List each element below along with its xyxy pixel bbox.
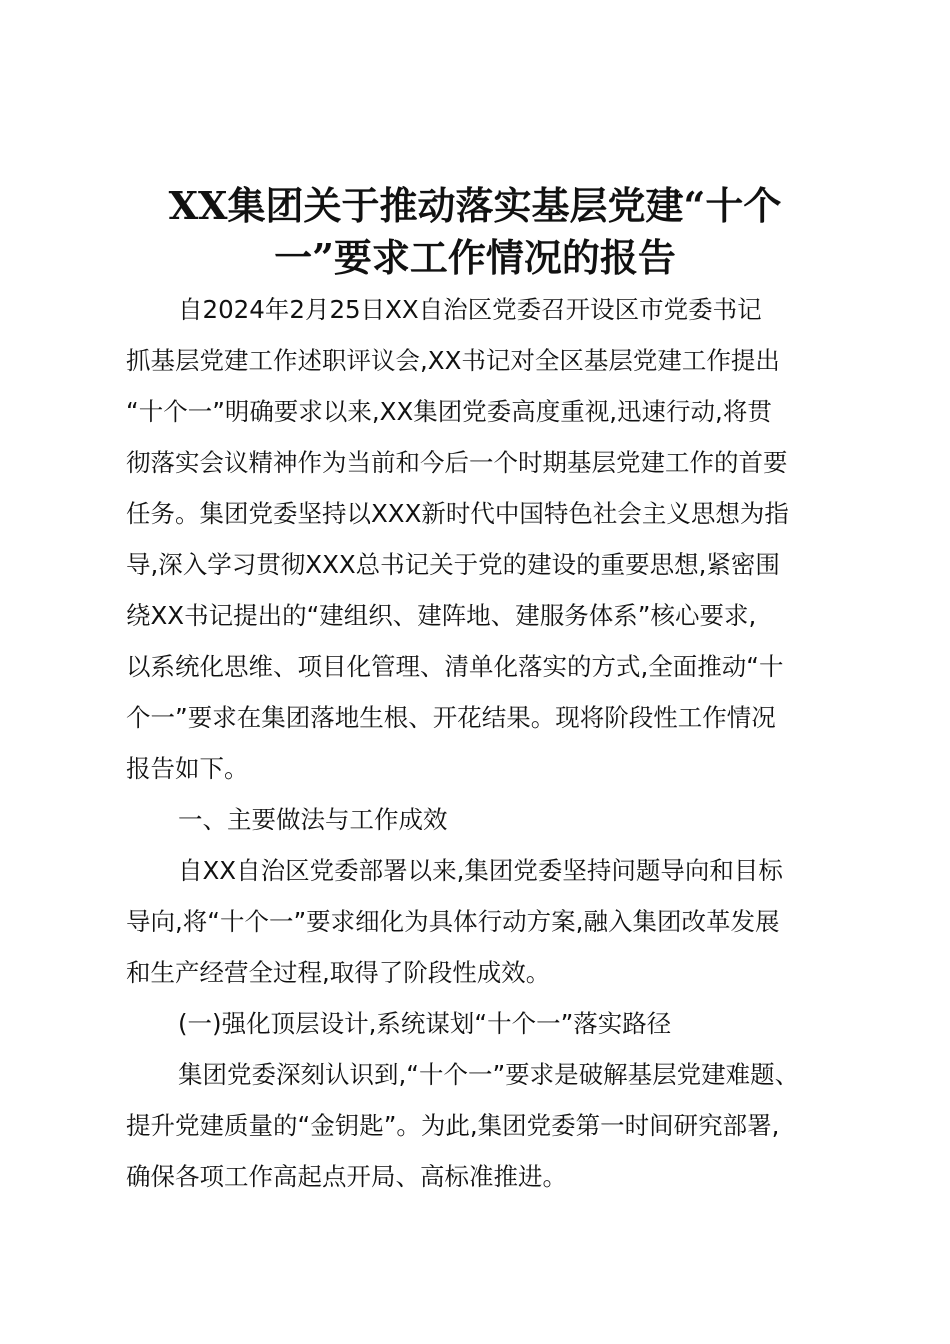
paragraph-intro — [126, 284, 838, 794]
paragraph-subsection-1 — [126, 1049, 838, 1202]
document-title — [60, 180, 890, 284]
document-body — [126, 284, 838, 1202]
heading-text: 一、主要做法与工作成效 — [178, 805, 448, 834]
text-line: 绕XX书记提出的“建组织、建阵地、建服务体系”核心要求, — [126, 601, 757, 630]
text-line: 抓基层党建工作述职评议会,XX书记对全区基层党建工作提出 — [126, 346, 780, 375]
text-line: 彻落实会议精神作为当前和今后一个时期基层党建工作的首要 — [126, 448, 788, 477]
text-line: 任务。集团党委坚持以XXX新时代中国特色社会主义思想为指 — [126, 499, 789, 528]
subsection-heading-1 — [126, 998, 838, 1049]
paragraph-section-1 — [126, 845, 838, 998]
title-line-2: 一”要求工作情况的报告 — [274, 235, 676, 280]
text-line: 自2024年2月25日XX自治区党委召开设区市党委书记 — [178, 295, 762, 324]
text-line: 导,深入学习贯彻XXX总书记关于党的建设的重要思想,紧密围 — [126, 550, 780, 579]
section-heading-1 — [126, 794, 838, 845]
text-line: 确保各项工作高起点开局、高标准推进。 — [126, 1162, 567, 1191]
text-line: 和生产经营全过程,取得了阶段性成效。 — [126, 958, 551, 987]
text-line: 个一”要求在集团落地生根、开花结果。现将阶段性工作情况 — [126, 703, 776, 732]
text-line: 以系统化思维、项目化管理、清单化落实的方式,全面推动“十 — [126, 652, 784, 681]
text-line: 提升党建质量的“金钥匙”。为此,集团党委第一时间研究部署, — [126, 1111, 780, 1140]
text-line: “十个一”明确要求以来,XX集团党委高度重视,迅速行动,将贯 — [126, 397, 772, 426]
title-line-1: XX集团关于推动落实基层党建“十个 — [168, 183, 782, 228]
heading-text: (一)强化顶层设计,系统谋划“十个一”落实路径 — [178, 1009, 672, 1038]
text-line: 集团党委深刻认识到,“十个一”要求是破解基层党建难题、 — [178, 1060, 800, 1089]
text-line: 导向,将“十个一”要求细化为具体行动方案,融入集团改革发展 — [126, 907, 780, 936]
text-line: 报告如下。 — [126, 754, 249, 783]
text-line: 自XX自治区党委部署以来,集团党委坚持问题导向和目标 — [178, 856, 783, 885]
